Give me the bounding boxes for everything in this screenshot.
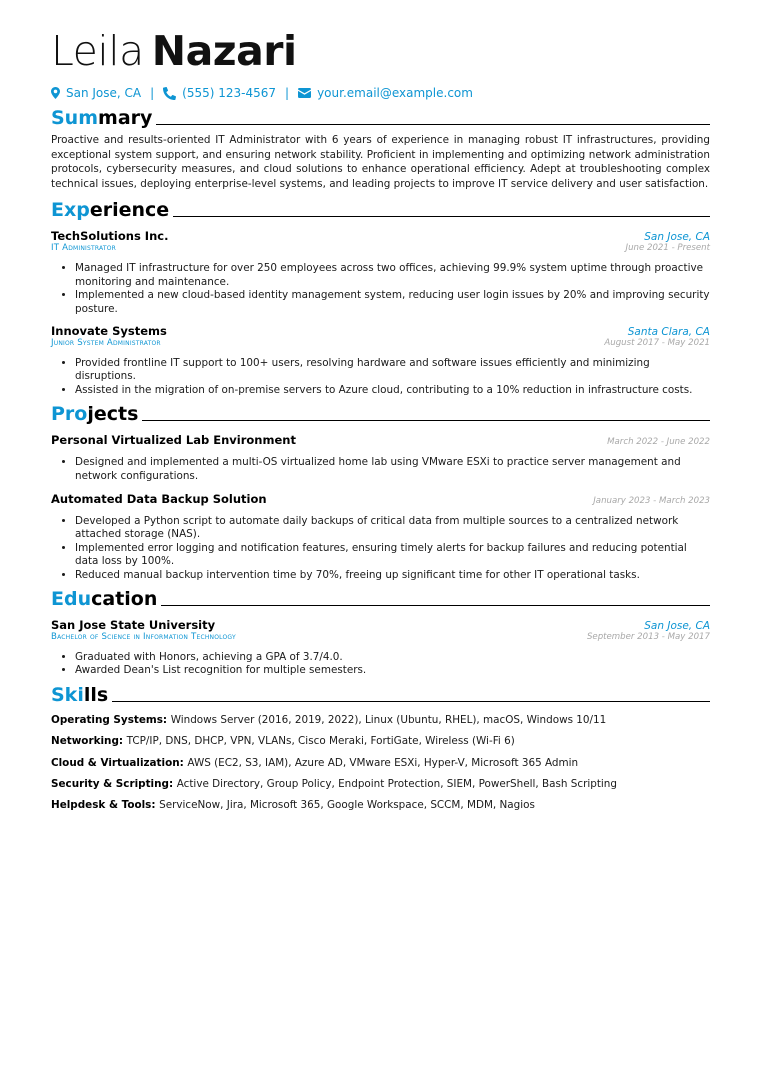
- school-name: San Jose State University: [51, 618, 216, 633]
- list-item: • Assisted in the migration of on-premise servers to Azure cloud, contributing to a 10% reduction in infrastructure costs.: [75, 384, 710, 397]
- list-item: • Implemented a new cloud-based identity management system, reducing user login issues by 20% and improving security posture.: [75, 289, 710, 316]
- skills-heading: [51, 684, 710, 706]
- section-title: Experience: [51, 199, 170, 222]
- skill-category: Networking:: [51, 735, 127, 748]
- section-divider: [173, 216, 710, 217]
- section-divider: [142, 420, 710, 421]
- experience-heading: [51, 199, 710, 221]
- job-title: Junior System Administrator: [51, 338, 161, 348]
- email-link: your.email@example.com: [317, 86, 473, 100]
- skill-values: Windows Server (2016, 2019, 2022), Linux (Ubuntu, RHEL), macOS, Windows 10/11: [170, 713, 607, 726]
- summary-text: Proactive and results-oriented IT Administrator with 6 years of experience in managing robust IT infrastructures, providing exceptional system support, and ensuring network stability. Proficient in implementing and optimizing network administration protocols, cybersecurity measures, and cloud solutions to enhance operational efficiency. Adept at troubleshooting complex technical issues, deploying enterprise-level systems, and leading projects to improve IT service delivery and user satisfaction.: [51, 134, 710, 190]
- experience-entry: [51, 229, 710, 316]
- section-title: Summary: [51, 107, 153, 129]
- company-name: Innovate Systems: [51, 324, 167, 338]
- list-item: • Designed and implemented a multi-OS virtualized home lab using VMware ESXi to practice server management and network configurations.: [75, 456, 710, 483]
- experience-entry: [51, 324, 710, 397]
- skill-category: Security & Scripting:: [51, 778, 177, 791]
- section-title: Skills: [51, 683, 109, 706]
- skill-row: [51, 756, 710, 770]
- skill-values: TCP/IP, DNS, DHCP, VPN, VLANs, Cisco Meraki, FortiGate, Wireless (Wi-Fi 6): [126, 735, 515, 748]
- section-title: Education: [51, 588, 158, 611]
- summary-heading: [51, 107, 710, 129]
- education-dates: September 2013 - May 2017: [586, 632, 710, 643]
- list-item: • Implemented error logging and notification features, ensuring timely alerts for backup failures and reducing potential data loss by 100%.: [75, 542, 710, 569]
- skill-values: ServiceNow, Jira, Microsoft 365, Google Workspace, SCCM, MDM, Nagios: [159, 799, 535, 812]
- project-entry: [51, 433, 710, 483]
- skill-category: Operating Systems:: [51, 713, 171, 726]
- location-text: San Jose, CA: [66, 86, 142, 100]
- section-title: Projects: [51, 403, 139, 426]
- skill-row: [51, 777, 710, 791]
- section-divider: [156, 124, 710, 125]
- list-item: • Awarded Dean's List recognition for multiple semesters.: [75, 664, 710, 677]
- bullet-list: [51, 357, 710, 397]
- education-entry: [51, 618, 710, 678]
- school-location: San Jose, CA: [644, 620, 710, 633]
- skill-row: [51, 734, 710, 748]
- job-dates: August 2017 - May 2021: [604, 338, 710, 348]
- project-name: Personal Virtualized Lab Environment: [51, 433, 296, 448]
- map-pin-icon: [51, 87, 60, 99]
- phone-icon: [163, 87, 176, 100]
- job-location: San Jose, CA: [644, 231, 710, 244]
- envelope-icon: [298, 88, 311, 98]
- contact-separator: |: [285, 86, 290, 100]
- contact-separator: |: [150, 86, 155, 100]
- contact-phone[interactable]: [163, 86, 276, 100]
- skill-values: Active Directory, Group Policy, Endpoint Protection, SIEM, PowerShell, Bash Scripting: [176, 778, 617, 791]
- job-dates: June 2021 - Present: [625, 243, 710, 254]
- resume-page: [51, 28, 710, 820]
- project-name: Automated Data Backup Solution: [51, 492, 267, 507]
- bullet-list: [51, 456, 710, 483]
- list-item: • Provided frontline IT support to 100+ users, resolving hardware and software issues efficiently and minimizing disruptions.: [75, 357, 710, 384]
- degree-title: Bachelor of Science in Information Technology: [51, 632, 236, 643]
- projects-heading: [51, 403, 710, 425]
- bullet-list: [51, 515, 710, 582]
- list-item: • Managed IT infrastructure for over 250 employees across two offices, achieving 99.9% system uptime through proactive monitoring and maintenance.: [75, 262, 710, 289]
- project-entry: [51, 492, 710, 582]
- contact-email[interactable]: [298, 86, 473, 100]
- section-divider: [161, 605, 710, 606]
- section-divider: [112, 701, 710, 702]
- skill-category: Helpdesk & Tools:: [51, 799, 160, 812]
- list-item: • Graduated with Honors, achieving a GPA of 3.7/4.0.: [75, 651, 710, 664]
- project-dates: January 2023 - March 2023: [593, 496, 710, 507]
- contact-bar: [51, 85, 710, 101]
- project-dates: March 2022 - June 2022: [607, 437, 710, 448]
- skill-row: [51, 713, 710, 727]
- list-item: • Reduced manual backup intervention time by 70%, freeing up significant time for other IT operational tasks.: [75, 569, 710, 582]
- contact-location: [51, 86, 141, 100]
- job-location: Santa Clara, CA: [627, 326, 710, 338]
- list-item: • Developed a Python script to automate daily backups of critical data from multiple sources to a centralized network attached storage (NAS).: [75, 515, 710, 542]
- skill-category: Cloud & Virtualization:: [51, 756, 188, 769]
- phone-text: (555) 123-4567: [182, 86, 277, 100]
- bullet-list: [51, 651, 710, 678]
- candidate-name: [51, 28, 710, 78]
- job-title: IT Administrator: [51, 243, 117, 254]
- last-name: Nazari: [151, 27, 297, 75]
- skill-values: AWS (EC2, S3, IAM), Azure AD, VMware ESXi, Hyper-V, Microsoft 365 Admin: [187, 756, 579, 769]
- skill-row: [51, 798, 710, 812]
- bullet-list: [51, 262, 710, 316]
- first-name: Leila: [51, 27, 144, 75]
- skills-list: [51, 713, 710, 813]
- education-heading: [51, 588, 710, 610]
- company-name: TechSolutions Inc.: [51, 229, 169, 244]
